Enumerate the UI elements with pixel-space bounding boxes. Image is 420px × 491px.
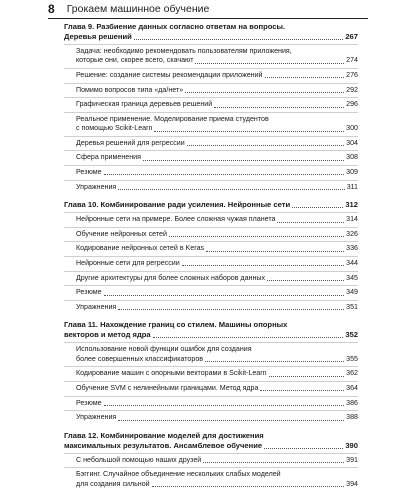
toc-entry[interactable] [64, 242, 358, 257]
entry-page-number: 274 [346, 56, 358, 65]
dot-leader [264, 448, 343, 449]
entry-title: Резюме [76, 398, 102, 407]
chapter-line [64, 330, 358, 340]
chapter-page-number: 267 [345, 32, 358, 41]
dot-leader [182, 265, 344, 266]
entry-page-number: 308 [346, 153, 358, 162]
chapter-line [64, 22, 358, 32]
entry-line [76, 115, 358, 124]
entry-title: Резюме [76, 167, 102, 176]
entry-title: Решение: создание системы рекомендации приложений [76, 71, 263, 79]
chapter-heading[interactable] [64, 200, 358, 213]
entry-title: С небольшой помощью наших друзей [76, 455, 202, 464]
entry-title: Бэггинг. Случайное объединение нескольких слабых моделей [76, 470, 281, 479]
chapter-title: Глава 12. Комбинирование моделей для достижения [64, 430, 264, 440]
entry-title: Упражнения [76, 182, 117, 191]
entry-title: Нейронные сети на примере. Более сложная чужая планета [76, 215, 276, 224]
entry-page-number: 388 [346, 413, 358, 422]
toc-entry[interactable] [64, 181, 358, 195]
entry-line [76, 153, 358, 162]
toc-entry[interactable] [64, 113, 358, 137]
dot-leader [185, 92, 344, 93]
entry-line [76, 56, 358, 65]
entry-line [76, 399, 358, 408]
entry-title: более совершенных классификаторов [76, 354, 204, 363]
chapter-line [64, 441, 358, 451]
toc-entry[interactable] [64, 69, 358, 84]
entry-line [76, 71, 358, 80]
toc-entry[interactable] [64, 166, 358, 181]
entry-title: Сфера применения [76, 153, 141, 162]
dot-leader [154, 131, 344, 132]
toc-entry[interactable] [64, 45, 358, 69]
entry-title: Задача: необходимо рекомендовать пользователям приложения, [76, 47, 292, 55]
dot-leader [214, 107, 344, 108]
toc-entry[interactable] [64, 137, 358, 152]
entry-title: Нейронные сети для регрессии [76, 258, 180, 267]
chapter-line [64, 431, 358, 441]
chapter-heading[interactable] [64, 431, 358, 454]
dot-leader [104, 174, 345, 175]
entry-title: Другие архитектуры для более сложных наборов данных [76, 273, 266, 282]
entry-line [76, 124, 358, 133]
table-of-contents [64, 22, 358, 491]
entry-page-number: 394 [346, 479, 358, 488]
entry-title: которые они, скорее всего, скачают [76, 56, 194, 65]
entry-page-number: 314 [346, 215, 358, 224]
chapter-page-number: 312 [345, 200, 358, 210]
entry-page-number: 296 [346, 100, 358, 109]
entry-line [76, 100, 358, 109]
dot-leader [118, 309, 344, 310]
entry-line [76, 139, 358, 148]
entry-title: Графическая граница деревьев решений [76, 100, 213, 109]
entry-page-number: 311 [346, 182, 358, 191]
toc-entry[interactable] [64, 286, 358, 301]
entry-page-number: 300 [346, 124, 358, 133]
dot-leader [195, 63, 344, 64]
toc-entry[interactable] [64, 98, 358, 113]
entry-line [76, 168, 358, 177]
chapter-line [64, 320, 358, 330]
entry-page-number: 276 [346, 71, 358, 79]
dot-leader [134, 39, 344, 40]
chapter-line [64, 200, 358, 210]
entry-page-number: 391 [346, 455, 358, 464]
toc-entry[interactable] [64, 343, 358, 367]
entry-title: для создания сильной [76, 479, 150, 488]
toc-entry[interactable] [64, 272, 358, 287]
entry-page-number: 344 [346, 258, 358, 267]
chapter-title: векторов и метод ядра [64, 330, 151, 340]
entry-title: Обучение SVM с нелинейными границами. Метод ядра [76, 383, 259, 392]
entry-page-number: 349 [346, 288, 358, 297]
dot-leader [277, 222, 344, 223]
entry-title: Упражнения [76, 302, 117, 311]
toc-entry[interactable] [64, 257, 358, 272]
entry-line [76, 47, 358, 56]
entry-title: Реальное применение. Моделирование приема студентов [76, 114, 269, 123]
dot-leader [187, 145, 344, 146]
chapter-title: максимальных результатов. Ансамблевое обучение [64, 440, 263, 450]
entry-page-number: 309 [346, 167, 358, 176]
book-title: Грокаем машинное обучение [66, 3, 210, 15]
toc-entry[interactable] [64, 468, 358, 491]
dot-leader [269, 376, 345, 377]
toc-entry[interactable] [64, 411, 358, 425]
page-header [48, 0, 368, 19]
dot-leader [152, 486, 345, 487]
dot-leader [265, 77, 345, 78]
chapter-title: Глава 11. Нахождение границ со стилем. Машины опорных [64, 320, 288, 330]
entry-line [76, 470, 358, 479]
entry-line [76, 86, 358, 95]
entry-page-number: 351 [346, 302, 358, 311]
entry-title: Кодирование нейронных сетей в Keras [76, 244, 205, 253]
toc-entry[interactable] [64, 301, 358, 315]
dot-leader [153, 337, 344, 338]
entry-line [76, 274, 358, 283]
entry-page-number: 336 [346, 244, 358, 253]
dot-leader [206, 251, 344, 252]
entry-page-number: 345 [346, 273, 358, 282]
chapter-title: Деревья решений [64, 32, 132, 41]
toc-entry[interactable] [64, 397, 358, 412]
entry-line [76, 369, 358, 378]
dot-leader [267, 280, 344, 281]
toc-entry[interactable] [64, 382, 358, 397]
entry-line [76, 215, 358, 224]
entry-line [76, 480, 358, 489]
dot-leader [203, 462, 344, 463]
entry-title: Использование новой функции ошибок для создания [76, 345, 252, 354]
entry-line [76, 384, 358, 393]
entry-line [76, 230, 358, 239]
entry-page-number: 362 [346, 369, 358, 378]
chapter-heading[interactable] [64, 320, 358, 343]
entry-line [76, 244, 358, 253]
entry-page-number: 304 [346, 138, 358, 147]
dot-leader [104, 405, 345, 406]
chapter-page-number: 352 [345, 330, 358, 340]
chapter-page-number: 390 [345, 440, 358, 450]
entry-title: с помощью Scikit-Learn [76, 124, 153, 133]
entry-title: Кодирование машин с опорными векторами в Scikit-Learn [76, 369, 267, 378]
entry-line [76, 345, 358, 354]
entry-line [76, 259, 358, 268]
toc-entry[interactable] [64, 213, 358, 228]
chapter-title: Глава 10. Комбинирование ради усиления. Нейронные сети [64, 200, 291, 210]
dot-leader [104, 295, 345, 296]
entry-title: Упражнения [76, 413, 117, 422]
entry-line [76, 183, 358, 192]
dot-leader [260, 390, 344, 391]
entry-page-number: 292 [346, 85, 358, 94]
chapter-line [64, 32, 358, 42]
toc-entry[interactable] [64, 454, 358, 469]
page-number: 8 [48, 2, 55, 16]
dot-leader [292, 207, 343, 208]
entry-page-number: 364 [346, 383, 358, 392]
dot-leader [205, 361, 344, 362]
entry-title: Обучение нейронных сетей [76, 229, 167, 238]
toc-entry[interactable] [64, 228, 358, 243]
toc-entry[interactable] [64, 151, 358, 166]
entry-line [76, 303, 358, 312]
entry-line [76, 355, 358, 364]
entry-page-number: 386 [346, 398, 358, 407]
dot-leader [169, 236, 344, 237]
entry-page-number: 326 [346, 229, 358, 238]
entry-page-number: 355 [346, 354, 358, 363]
entry-line [76, 413, 358, 422]
entry-title: Резюме [76, 288, 102, 297]
chapter-heading[interactable] [64, 22, 358, 45]
dot-leader [118, 189, 344, 190]
dot-leader [143, 160, 344, 161]
toc-entry[interactable] [64, 367, 358, 382]
entry-title: Деревья решений для регрессии [76, 138, 185, 147]
entry-line [76, 288, 358, 297]
entry-line [76, 456, 358, 465]
chapter-title: Глава 9. Разбиение данных согласно ответам на вопросы. [64, 22, 286, 31]
toc-entry[interactable] [64, 84, 358, 99]
entry-title: Помимо вопросов типа «да/нет» [76, 85, 184, 94]
